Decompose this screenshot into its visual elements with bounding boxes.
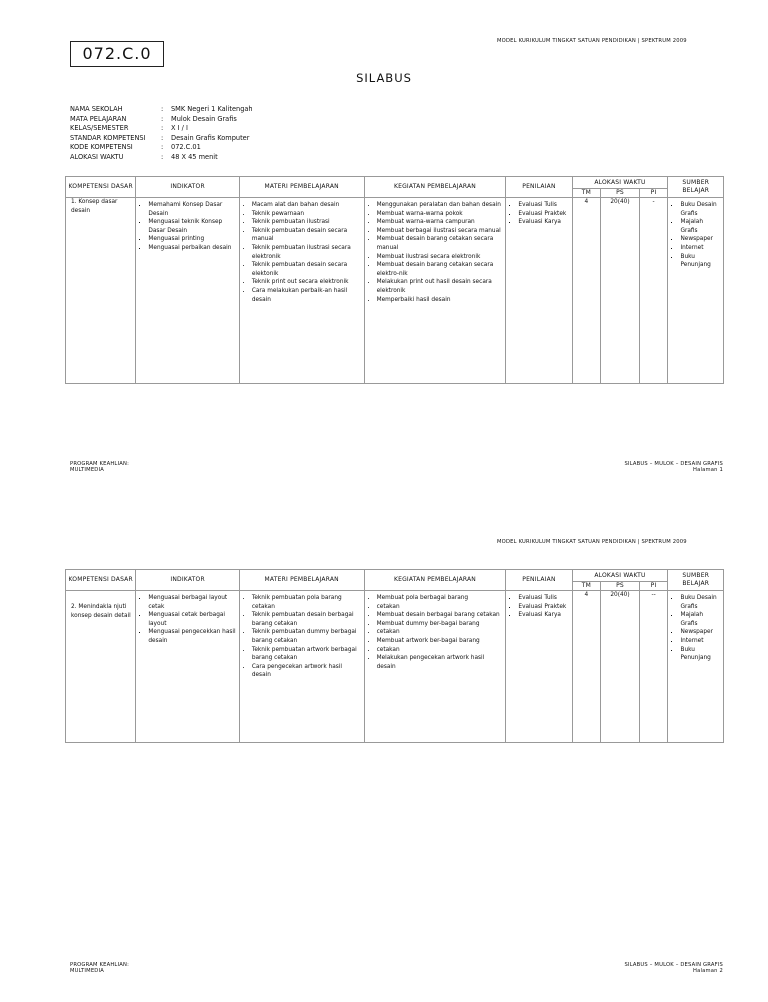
bullet-list <box>136 591 238 649</box>
page2-header: MODEL KURIKULUM TINGKAT SATUAN PENDIDIKAN | SPEKTRUM 2009 <box>497 539 687 545</box>
col-tm: TM <box>572 582 601 591</box>
list-item: ▪ Internet <box>680 244 721 253</box>
sumber-cell <box>668 591 724 743</box>
tm-cell: 4 <box>572 198 601 384</box>
col-tm: TM <box>572 189 601 198</box>
ps-cell: 20(40) <box>601 198 639 384</box>
code-box: 072.C.0 <box>70 41 164 67</box>
list-item: • Teknik pembuatan desain berbagai barang cetakan <box>252 611 362 628</box>
meta-row <box>70 153 253 163</box>
list-item: • Melakukan pengecekan artwork hasil desain <box>377 654 504 671</box>
col-sumber: SUMBER BELAJAR <box>668 177 724 198</box>
meta-value: X I / I <box>171 124 188 133</box>
list-item: ▪ Menguasai cetak berbagai layout <box>148 611 236 628</box>
col-ps: PS <box>601 582 639 591</box>
pi-cell: -- <box>639 591 668 743</box>
syllabus-table-1 <box>65 176 724 384</box>
list-item: ▪ Majalah Grafis <box>680 611 721 628</box>
list-item: ▪ Evaluasi Praktek <box>518 210 569 219</box>
list-item: • Teknik pembuatan desain secara elektonik <box>252 261 362 278</box>
list-item: • Teknik pembuatan ilustrasi secara elektronik <box>252 244 362 261</box>
col-pi: PI <box>639 189 668 198</box>
meta-value: SMK Negeri 1 Kalitengah <box>171 105 253 113</box>
list-item: • Teknik print out secara elektronik <box>252 278 362 287</box>
meta-colon: : <box>161 114 164 123</box>
list-item: • Cara pengecekan artwork hasil desain <box>252 663 362 680</box>
meta-colon: : <box>161 124 164 133</box>
list-item: • Teknik pewarnaan <box>252 210 362 219</box>
syllabus-table-2 <box>65 569 724 743</box>
list-item: • Membuat ilustrasi secara elektronik <box>377 253 504 262</box>
list-item: • Macam alat dan bahan desain <box>252 201 362 210</box>
meta-colon: : <box>161 133 164 142</box>
bullet-list <box>365 591 506 674</box>
list-item: • Melakukan print out hasil desain secara elektronik <box>377 278 504 295</box>
table-row <box>66 198 724 384</box>
list-item: ▪ Menguasai printing <box>148 235 236 244</box>
table-row <box>66 591 724 743</box>
page-title: SILABUS <box>356 71 412 85</box>
col-alokasi: ALOKASI WAKTU <box>572 570 668 582</box>
meta-key: STANDAR KOMPETENSI <box>70 133 146 142</box>
list-item: ▪ Evaluasi Karya <box>518 611 569 620</box>
penilaian-cell <box>506 591 572 743</box>
list-item: • Cara melakukan perbaik-an hasil desain <box>252 287 362 304</box>
indikator-cell <box>136 591 239 743</box>
bullet-list <box>365 198 506 307</box>
col-ps: PS <box>601 189 639 198</box>
list-item: ▪ Newspaper <box>680 235 721 244</box>
list-item: • Teknik pembuatan ilustrasi <box>252 218 362 227</box>
list-item: ▪ Buku Desain Grafis <box>680 594 721 611</box>
col-penilaian: PENILAIAN <box>506 570 572 591</box>
col-alokasi: ALOKASI WAKTU <box>572 177 668 189</box>
col-penilaian: PENILAIAN <box>506 177 572 198</box>
col-kompetensi: KOMPETENSI DASAR <box>66 177 136 198</box>
page1-footer-left: PROGRAM KEAHLIAN: MULTIMEDIA <box>70 461 130 474</box>
list-item: ▪ Majalah Grafis <box>680 218 721 235</box>
list-item: ▪ Buku Penunjang <box>680 646 721 663</box>
list-item: ▪ Buku Penunjang <box>680 253 721 270</box>
list-item: • Teknik pembuatan dummy berbagai barang cetakan <box>252 628 362 645</box>
list-item: • Membuat berbagai ilustrasi secara manual <box>377 227 504 236</box>
meta-key: KELAS/SEMESTER <box>70 124 129 133</box>
list-item: • Teknik pembuatan desain secara manual <box>252 227 362 244</box>
list-item: • Menggunakan peralatan dan bahan desain <box>377 201 504 210</box>
kompetensi-cell: 1. Konsep dasar desain <box>66 198 136 384</box>
list-item: ▪ Evaluasi Tulis <box>518 594 569 603</box>
list-item: ▪ Newspaper <box>680 628 721 637</box>
list-item: ▪ Menguasai teknik Konsep Dasar Desain <box>148 218 236 235</box>
bullet-list <box>506 198 571 230</box>
col-materi: MATERI PEMBELAJARAN <box>239 570 364 591</box>
meta-colon: : <box>161 152 164 161</box>
list-item: • Membuat artwork ber-bagai barang <box>377 637 504 646</box>
page2-footer-right: SILABUS – MULOK – DESAIN GRAFIS Halaman 2 <box>624 962 723 975</box>
col-kompetensi: KOMPETENSI DASAR <box>66 570 136 591</box>
meta-row <box>70 124 253 134</box>
meta-value: 072.C.01 <box>171 143 201 152</box>
kegiatan-cell <box>364 198 506 384</box>
list-item: ▪ Menguasai perbaikan desain <box>148 244 236 253</box>
page1-header: MODEL KURIKULUM TINGKAT SATUAN PENDIDIKAN | SPEKTRUM 2009 <box>497 38 687 44</box>
list-item: • Membuat desain berbagai barang cetakan <box>377 611 504 620</box>
meta-row <box>70 134 253 144</box>
list-item: • cetakan <box>377 628 504 637</box>
list-item: • cetakan <box>377 603 504 612</box>
list-item: • Membuat dummy ber-bagai barang <box>377 620 504 629</box>
list-item: ▪ Evaluasi Tulis <box>518 201 569 210</box>
meta-colon: : <box>161 105 164 113</box>
meta-value: Mulok Desain Grafis <box>171 114 237 123</box>
page1-footer-right: SILABUS – MULOK – DESAIN GRAFIS Halaman 1 <box>624 461 723 474</box>
penilaian-cell <box>506 198 572 384</box>
list-item: • cetakan <box>377 646 504 655</box>
meta-value: 48 X 45 menit <box>171 152 218 161</box>
col-kegiatan: KEGIATAN PEMBELAJARAN <box>364 570 506 591</box>
meta-key: NAMA SEKOLAH <box>70 105 123 113</box>
list-item: • Membuat desain barang cetakan secara elektro-nik <box>377 261 504 278</box>
col-kegiatan: KEGIATAN PEMBELAJARAN <box>364 177 506 198</box>
list-item: • Membuat warna-warna campuran <box>377 218 504 227</box>
meta-key: ALOKASI WAKTU <box>70 152 124 161</box>
list-item: ▪ Evaluasi Praktek <box>518 603 569 612</box>
materi-cell <box>239 198 364 384</box>
meta-row <box>70 115 253 125</box>
kegiatan-cell <box>364 591 506 743</box>
indikator-cell <box>136 198 239 384</box>
meta-key: KODE KOMPETENSI <box>70 143 133 152</box>
meta-colon: : <box>161 143 164 152</box>
col-materi: MATERI PEMBELAJARAN <box>239 177 364 198</box>
meta-block <box>70 105 253 163</box>
col-pi: PI <box>639 582 668 591</box>
meta-key: MATA PELAJARAN <box>70 114 127 123</box>
meta-row <box>70 105 253 115</box>
col-sumber: SUMBER BELAJAR <box>668 570 724 591</box>
bullet-list <box>506 591 571 623</box>
list-item: ▪ Internet <box>680 637 721 646</box>
tm-cell: 4 <box>572 591 601 743</box>
kompetensi-cell: 2. Menindakla njuti konsep desain detail <box>66 591 136 743</box>
list-item: ▪ Evaluasi Karya <box>518 218 569 227</box>
materi-cell <box>239 591 364 743</box>
bullet-list <box>668 198 723 273</box>
page2-footer-left: PROGRAM KEAHLIAN: MULTIMEDIA <box>70 962 130 975</box>
bullet-list <box>240 198 364 307</box>
bullet-list <box>240 591 364 683</box>
list-item: • Memperbaiki hasil desain <box>377 296 504 305</box>
bullet-list <box>668 591 723 666</box>
list-item: • Membuat warna-warna pokok <box>377 210 504 219</box>
pi-cell: - <box>639 198 668 384</box>
meta-value: Desain Grafis Komputer <box>171 133 250 142</box>
list-item: • Teknik pembuatan pola barang cetakan <box>252 594 362 611</box>
list-item: • Teknik pembuatan artwork berbagai barang cetakan <box>252 646 362 663</box>
list-item: ▪ Memahami Konsep Dasar Desain <box>148 201 236 218</box>
meta-row <box>70 143 253 153</box>
col-indikator: INDIKATOR <box>136 570 239 591</box>
bullet-list <box>136 198 238 256</box>
list-item: ▪ Buku Desain Grafis <box>680 201 721 218</box>
list-item: • Membuat desain barang cetakan secara manual <box>377 235 504 252</box>
ps-cell: 20(40) <box>601 591 639 743</box>
list-item: ▪ Menguasai berbagai layout cetak <box>148 594 236 611</box>
list-item: • Membuat pola berbagai barang <box>377 594 504 603</box>
col-indikator: INDIKATOR <box>136 177 239 198</box>
sumber-cell <box>668 198 724 384</box>
list-item: ▪ Menguasai pengecekkan hasil desain <box>148 628 236 645</box>
